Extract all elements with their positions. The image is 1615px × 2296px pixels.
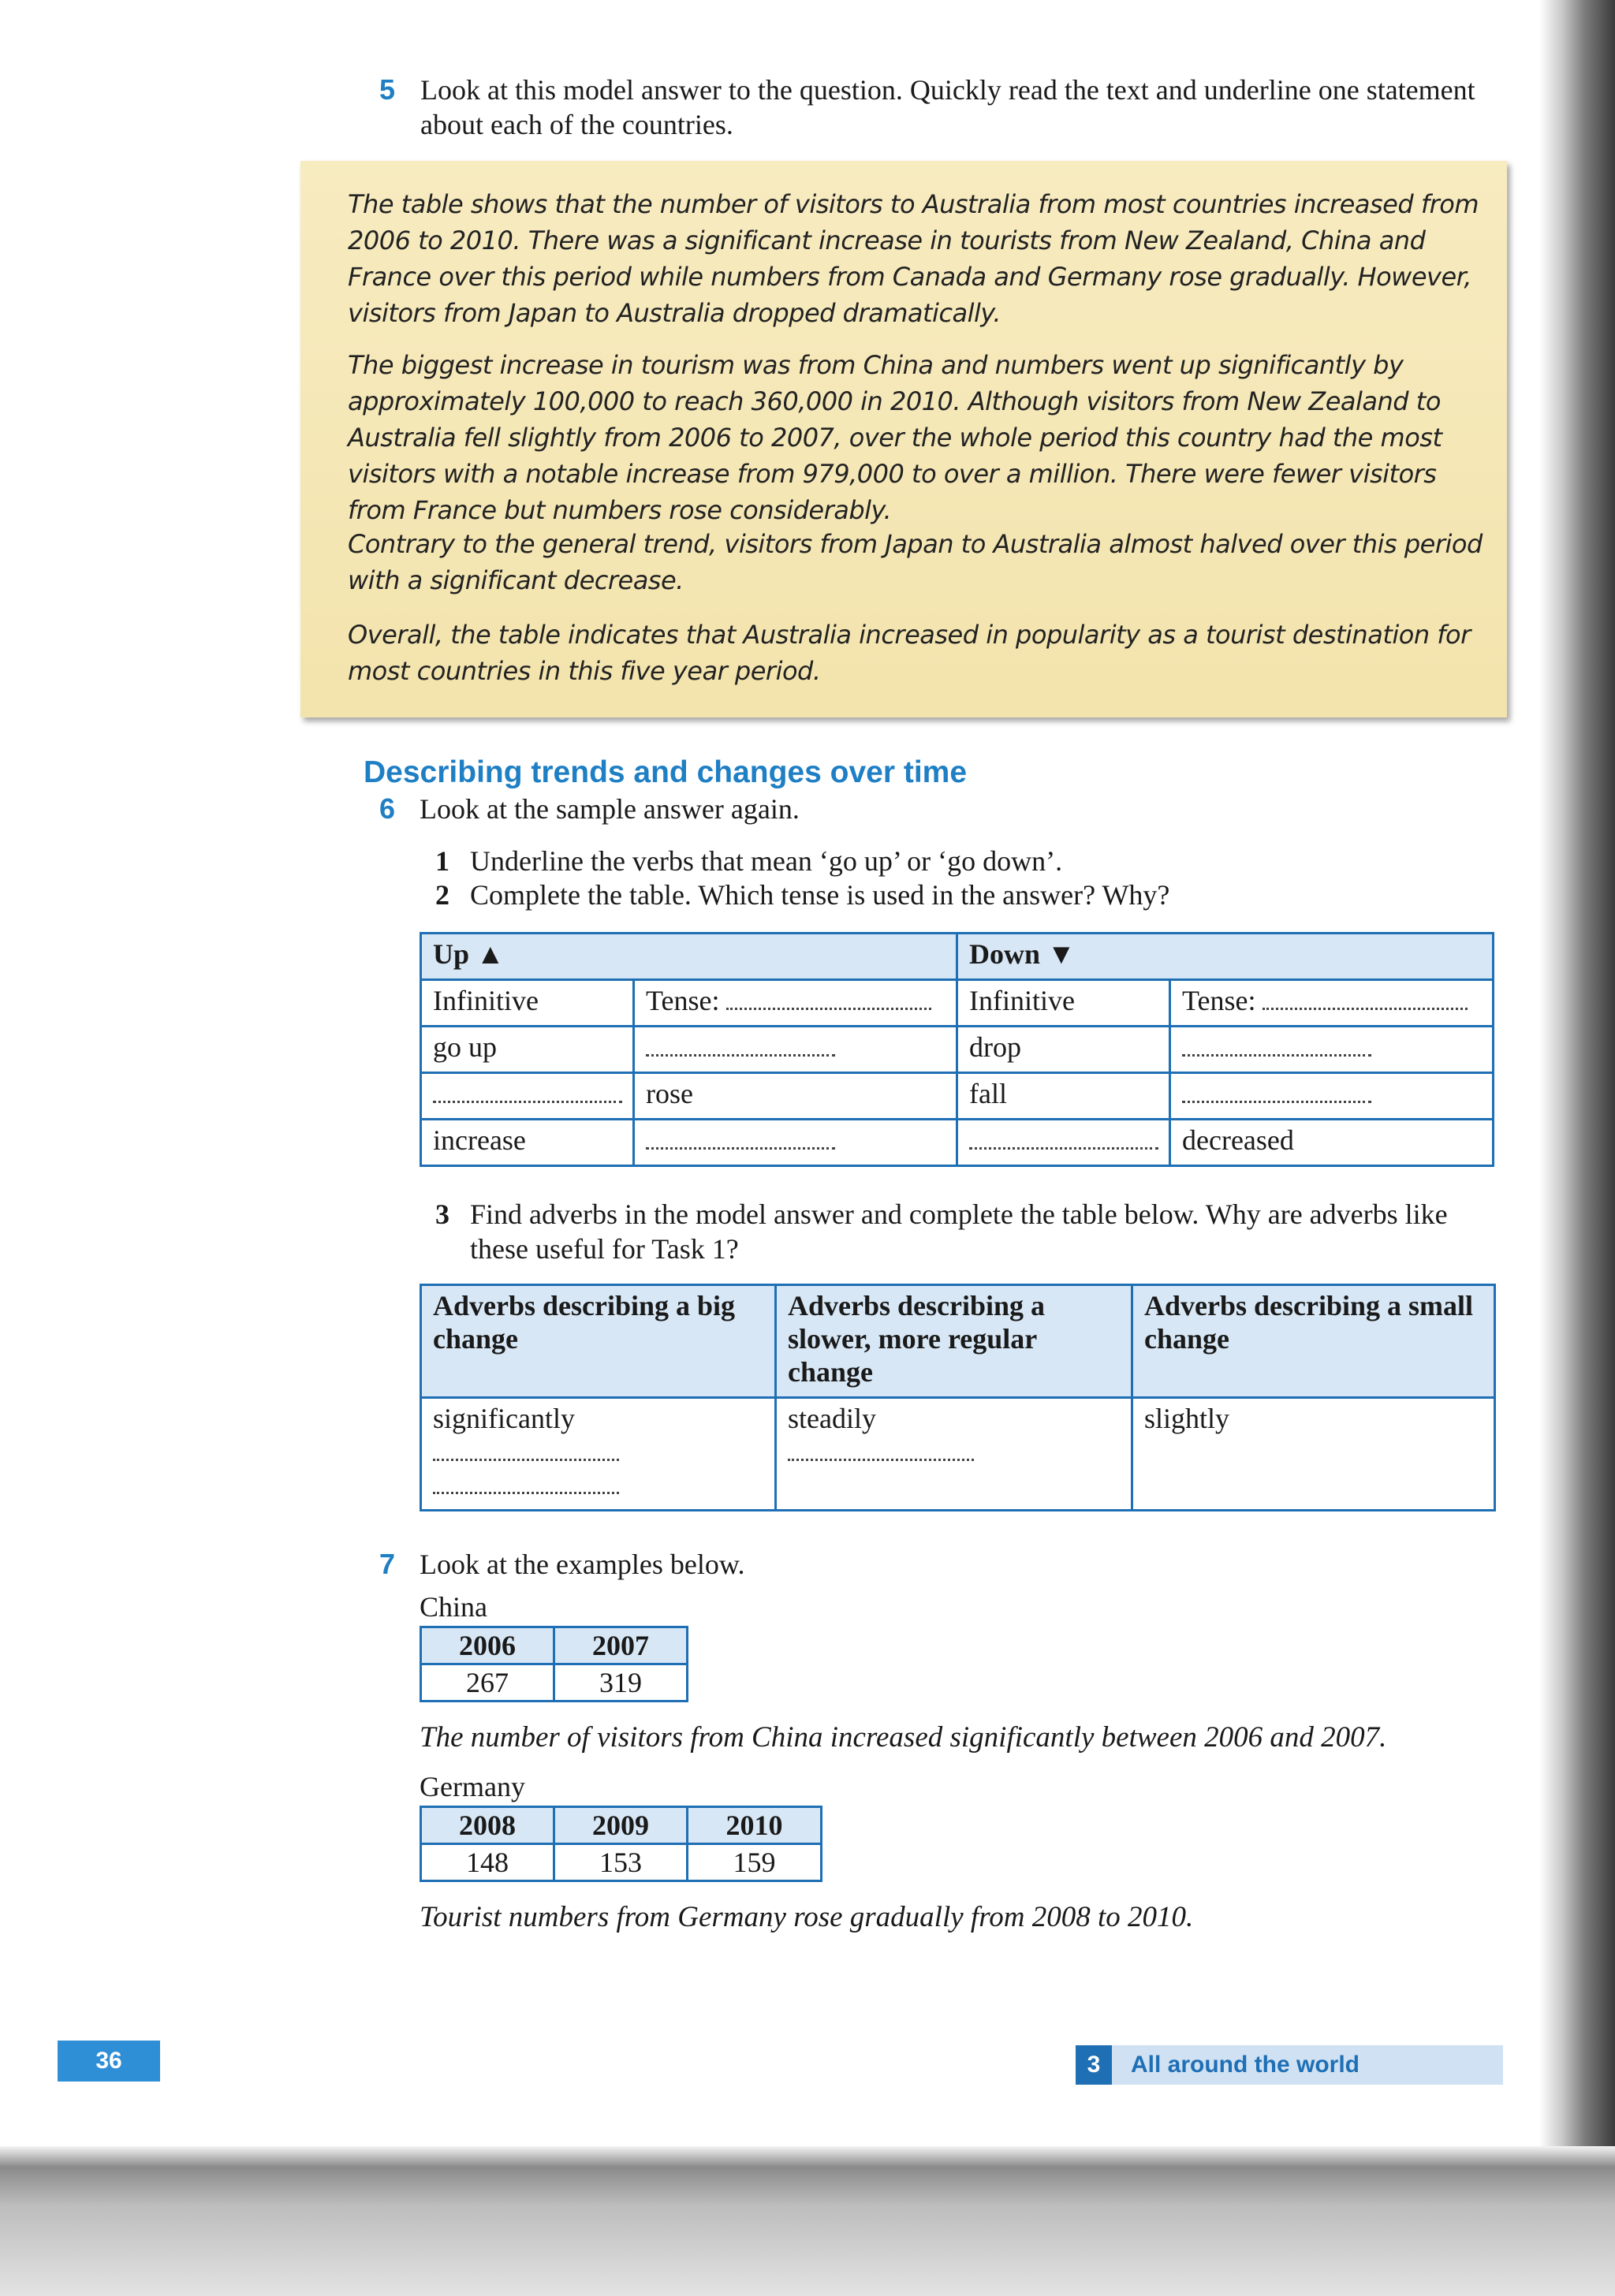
sub-item-text: Underline the verbs that mean ‘go up’ or ‘go down’. [470,845,1063,877]
value-cell: 153 [554,1844,688,1881]
table-cell: fall [957,1073,1170,1120]
table-row [421,1664,688,1702]
scan-shadow-right [1539,0,1615,2296]
blank-line[interactable] [1182,1034,1371,1057]
table-cell: increase [421,1120,634,1166]
tense-cell[interactable] [1170,980,1494,1027]
year-cell: 2006 [421,1627,554,1664]
unit-title: All around the world [1131,2052,1360,2078]
table-cell: go up [421,1027,634,1073]
adverb-value: significantly [433,1403,575,1434]
adverb-header-big: Adverbs describing a big change [421,1285,776,1398]
model-answer-paragraph-2: The biggest increase in tourism was from China and numbers went up significantly by approximately 100,000 to reach 360,000 in 2010. Although visitors from New Zealand to Australia fell slightly from 2006 to 2007, over the whole period this country had the most visitors with a notable increase from 979,000 to over a million. There were fewer visitors from France but numbers rose considerably. [348,350,1442,525]
table-cell-blank[interactable] [957,1120,1170,1166]
year-cell: 2010 [688,1807,822,1844]
table-cell-blank[interactable] [634,1027,957,1073]
unit-number: 3 [1076,2045,1112,2085]
table-row [421,1807,822,1844]
year-cell: 2008 [421,1807,554,1844]
question-number: 7 [379,1548,396,1580]
table-row [421,1844,822,1881]
sub-item-text: Complete the table. Which tense is used in the answer? Why? [470,879,1170,911]
germany-example-sentence: Tourist numbers from Germany rose gradually from 2008 to 2010. [420,1901,1194,1933]
question-number: 6 [379,792,396,825]
model-answer-paragraph-4: Overall, the table indicates that Australia increased in popularity as a tourist destination for most countries in this five year period. [348,620,1471,686]
blank-line[interactable] [726,987,931,1010]
up-header: Up ▲ [421,934,957,980]
adverb-cell-small [1132,1398,1495,1511]
value-cell: 319 [554,1664,688,1702]
year-cell: 2009 [554,1807,688,1844]
table-row [421,934,1494,980]
china-table [420,1626,688,1702]
question-number: 5 [379,73,396,106]
table-cell: rose [634,1073,957,1120]
value-cell: 148 [421,1844,554,1881]
blank-line[interactable] [646,1127,835,1150]
sub-item-text: Find adverbs in the model answer and complete the table below. Why are adverbs like these useful for Task 1? [470,1198,1448,1265]
china-label: China [420,1591,487,1623]
section-heading: Describing trends and changes over time [364,755,968,789]
blank-line[interactable] [1263,987,1468,1010]
germany-label: Germany [420,1771,525,1802]
table-cell-blank[interactable] [421,1073,634,1120]
adverb-table [420,1284,1496,1511]
blank-line[interactable] [433,1438,619,1461]
blank-line[interactable] [433,1471,619,1494]
table-row [421,980,1494,1027]
table-cell: decreased [1170,1120,1494,1166]
question-text: Look at the examples below. [420,1549,745,1580]
adverb-cell-big [421,1398,776,1511]
down-header: Down ▼ [957,934,1494,980]
table-cell-blank[interactable] [1170,1027,1494,1073]
tense-cell[interactable] [634,980,957,1027]
adverb-value: steadily [788,1403,876,1434]
model-answer-paragraph-1: The table shows that the number of visitors to Australia from most countries increased from 2006 to 2010. There was a significant increase in tourists from New Zealand, China and France over this period while numbers from Canada and Germany rose gradually. However, visitors from Japan to Australia dropped dramatically. [348,189,1479,328]
value-cell: 267 [421,1664,554,1702]
sub-item-number: 2 [435,879,449,911]
value-cell: 159 [688,1844,822,1881]
infinitive-header: Infinitive [957,980,1170,1027]
blank-line[interactable] [433,1080,622,1103]
china-example-sentence: The number of visitors from China increased significantly between 2006 and 2007. [420,1721,1387,1754]
blank-line[interactable] [788,1438,974,1461]
table-cell-blank[interactable] [1170,1073,1494,1120]
sub-item-number: 1 [435,845,449,877]
year-cell: 2007 [554,1627,688,1664]
sub-item-number: 3 [435,1198,449,1230]
adverb-header-regular: Adverbs describing a slower, more regular change [776,1285,1132,1398]
page-number: 36 [58,2041,160,2082]
adverb-cell-regular [776,1398,1132,1511]
blank-line[interactable] [969,1127,1158,1150]
blank-line[interactable] [646,1034,835,1057]
scan-shadow-bottom [0,2146,1615,2296]
table-row [421,1073,1494,1120]
table-row [421,1285,1495,1398]
germany-table [420,1806,822,1882]
adverb-header-small: Adverbs describing a small change [1132,1285,1495,1398]
tense-label: Tense: [646,985,720,1016]
table-row [421,1027,1494,1073]
verb-table [420,932,1494,1167]
question-text: Look at the sample answer again. [420,793,800,825]
table-row [421,1627,688,1664]
model-answer-paragraph-3: Contrary to the general trend, visitors from Japan to Australia almost halved over this period with a significant decrease. [348,529,1483,595]
question-text: Look at this model answer to the question. Quickly read the text and underline one statement about each of the countries. [420,74,1475,140]
table-row [421,1398,1495,1511]
adverb-value: slightly [1144,1403,1230,1434]
tense-label: Tense: [1182,985,1256,1016]
table-cell: drop [957,1027,1170,1073]
infinitive-header: Infinitive [421,980,634,1027]
blank-line[interactable] [1182,1080,1371,1103]
table-cell-blank[interactable] [634,1120,957,1166]
table-row [421,1120,1494,1166]
